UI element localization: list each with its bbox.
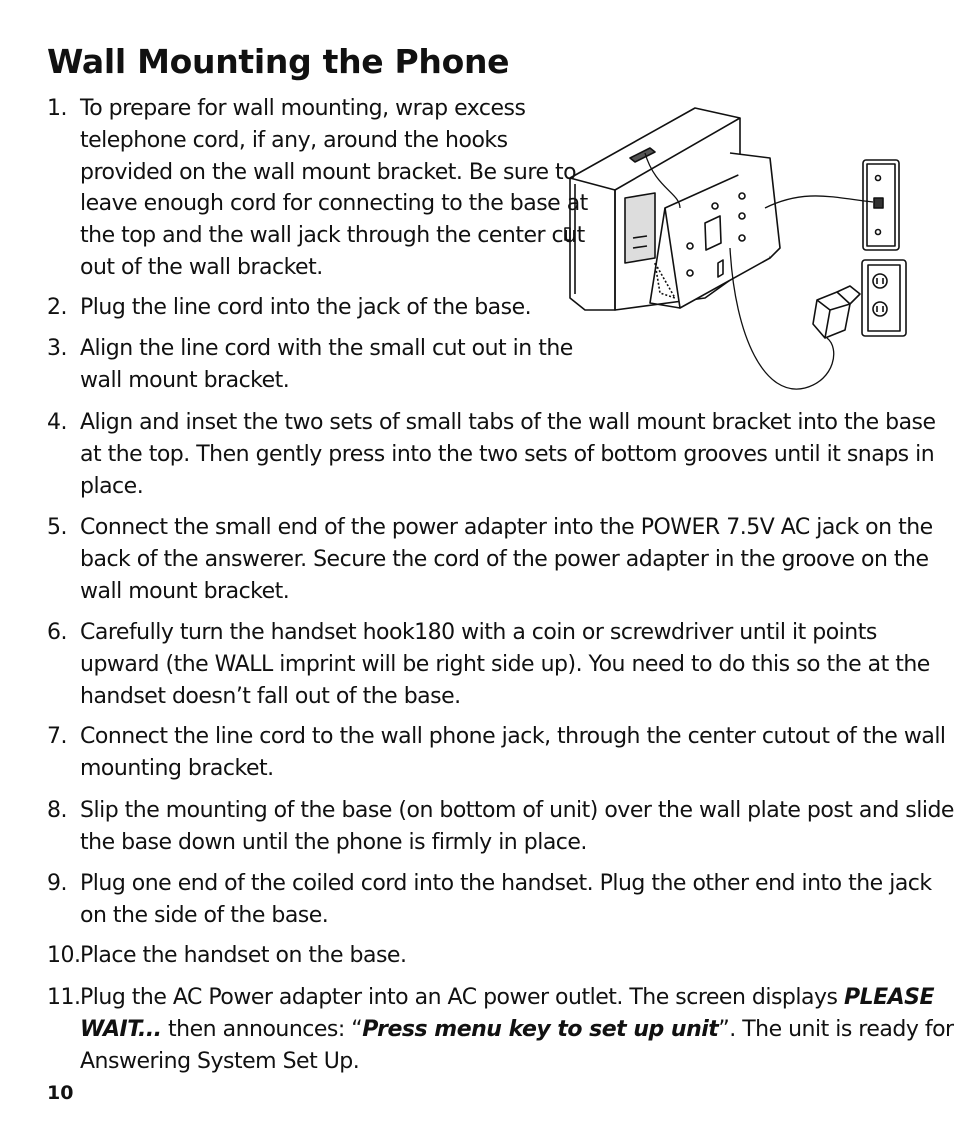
list-item-7 [47,721,946,785]
list-item-8 [47,795,954,859]
page-number: 10 [47,1082,74,1104]
list-item-3 [47,333,573,397]
list-item-9 [47,868,932,932]
step-number: 7. [47,724,67,749]
step11-text-a: Plug the AC Power adapter into an AC power outlet. The screen displays [80,985,844,1010]
step-number: 3. [47,336,67,361]
step-text-line: Align and inset the two sets of small tabs of the wall mount bracket into the base [80,410,936,435]
list-item-10 [47,940,407,972]
step-number: 10. [47,943,81,968]
list-item-4 [47,407,936,502]
step-text-line: at the top. Then gently press into the two sets of bottom grooves until it snaps in [80,441,935,467]
step-text-line: To prepare for wall mounting, wrap excess [80,96,526,121]
step-number: 8. [47,798,67,823]
step-text [80,721,946,785]
screen-message-please: PLEASE [843,985,935,1010]
step-number: 5. [47,515,67,540]
step-text-line: back of the answerer. Secure the cord of the power adapter in the groove on the [80,546,929,572]
list-item-2 [47,292,532,324]
step-text-line: wall mount bracket. [80,578,290,604]
step-text [80,333,573,397]
list-item-1 [47,93,588,284]
screen-message-wait: WAIT... [80,1016,162,1042]
step-text [80,868,932,932]
announcement-text: Press menu key to set up unit [362,1016,719,1042]
step-text-line: Slip the mounting of the base (on bottom of unit) over the wall plate post and slide [80,798,954,823]
step-number: 9. [47,871,67,896]
step-text-line: mounting bracket. [80,755,274,781]
step-text-line: the top and the wall jack through the center cut [80,223,585,249]
step-number: 6. [47,620,67,645]
step-text-line: place. [80,473,144,499]
step-text-line: Align the line cord with the small cut out in the [80,336,573,361]
step-text [80,795,954,859]
step-text-line: handset doesn’t fall out of the base. [80,683,461,709]
step-text-line: Carefully turn the handset hook180 with a coin or screwdriver until it points [80,620,877,645]
step-text-line: Plug one end of the coiled cord into the handset. Plug the other end into the jack [80,871,932,896]
step-number: 4. [47,410,67,435]
step-text-line: Plug the line cord into the jack of the base. [80,295,532,320]
step-text-line: provided on the wall mount bracket. Be sure to [80,159,577,185]
step11-text-d: Answering System Set Up. [80,1048,360,1074]
step-number: 2. [47,295,67,320]
step-text [80,512,933,607]
step-text [80,940,406,972]
step-text-line: upward (the WALL imprint will be right side up). You need to do this so the at the [80,651,930,677]
step-text [80,292,531,324]
step-text [80,93,588,284]
step-text [80,407,936,502]
step-number: 1. [47,96,67,121]
step-text [80,617,930,712]
step-text-line: out of the wall bracket. [80,254,323,280]
step-text-line: wall mount bracket. [80,367,290,393]
list-item-11 [47,982,954,1077]
step-text-line: Connect the line cord to the wall phone jack, through the center cutout of the wall [80,724,946,749]
list-item-6 [47,617,930,712]
wall-mount-illustration [555,98,915,398]
page-title: Wall Mounting the Phone [47,42,510,81]
step-text [80,982,954,1077]
step-text-line: leave enough cord for connecting to the base at [80,191,588,217]
step-text-line: Place the handset on the base. [80,943,407,968]
step-text-line: the base down until the phone is firmly in place. [80,829,587,855]
list-item-5 [47,512,933,607]
step11-text-b: then announces: “ [161,1016,363,1042]
step-text-line: Connect the small end of the power adapter into the POWER 7.5V AC jack on the [80,515,933,540]
step11-text-c: ”. The unit is ready for [718,1016,954,1042]
step-text-line: on the side of the base. [80,902,329,928]
step-text-line: telephone cord, if any, around the hooks [80,127,508,153]
step-number: 11. [47,985,81,1010]
